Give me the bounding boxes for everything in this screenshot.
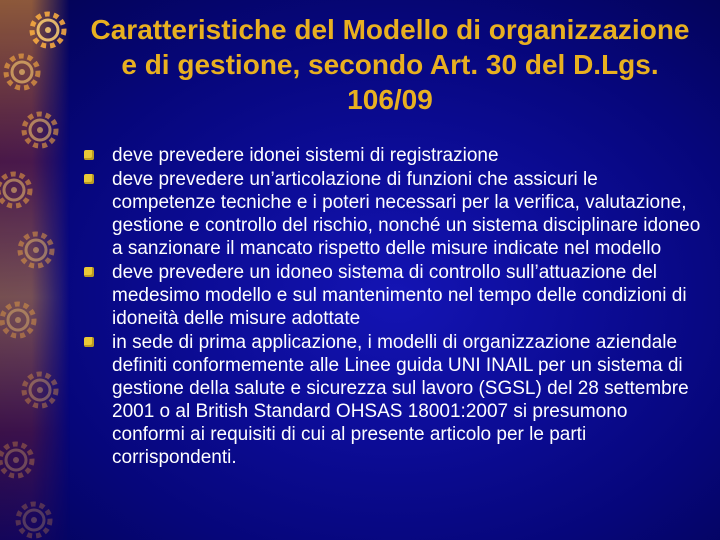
list-item — [84, 168, 704, 260]
list-item — [84, 331, 704, 469]
bullet-list — [84, 144, 704, 470]
square-bullet-icon — [84, 267, 94, 277]
gear-icon — [0, 0, 90, 540]
square-bullet-icon — [84, 150, 94, 160]
slide-title: Caratteristiche del Modello di organizzazione e di gestione, secondo Art. 30 del D.Lgs. 106/09 — [90, 14, 690, 115]
bullet-text: deve prevedere un’articolazione di funzioni che assicuri le competenze tecniche e i poteri necessari per la verifica, valutazione, gestione e controllo del rischio, nonché un sistema disciplinare idoneo a sanzionare il mancato rispetto delle misure indicate nel modello — [112, 169, 701, 259]
bullet-text: deve prevedere idonei sistemi di registrazione — [112, 145, 499, 166]
square-bullet-icon — [84, 337, 94, 347]
list-item — [84, 261, 704, 330]
bullet-text: deve prevedere un idoneo sistema di controllo sull’attuazione del medesimo modello e sul mantenimento nel tempo delle condizioni di idoneità delle misure adottate — [112, 262, 687, 329]
list-item — [84, 144, 704, 167]
square-bullet-icon — [84, 174, 94, 184]
bullet-text: in sede di prima applicazione, i modelli di organizzazione aziendale definiti conformemente alle Linee guida UNI INAIL per un sistema di gestione della salute e sicurezza sul lavoro (SGSL) del 28 settembre 2001 o al British Standard OHSAS 18001:2007 si presumono conformi ai requisiti di cui al presente articolo per le parti corrispondenti. — [112, 332, 689, 468]
